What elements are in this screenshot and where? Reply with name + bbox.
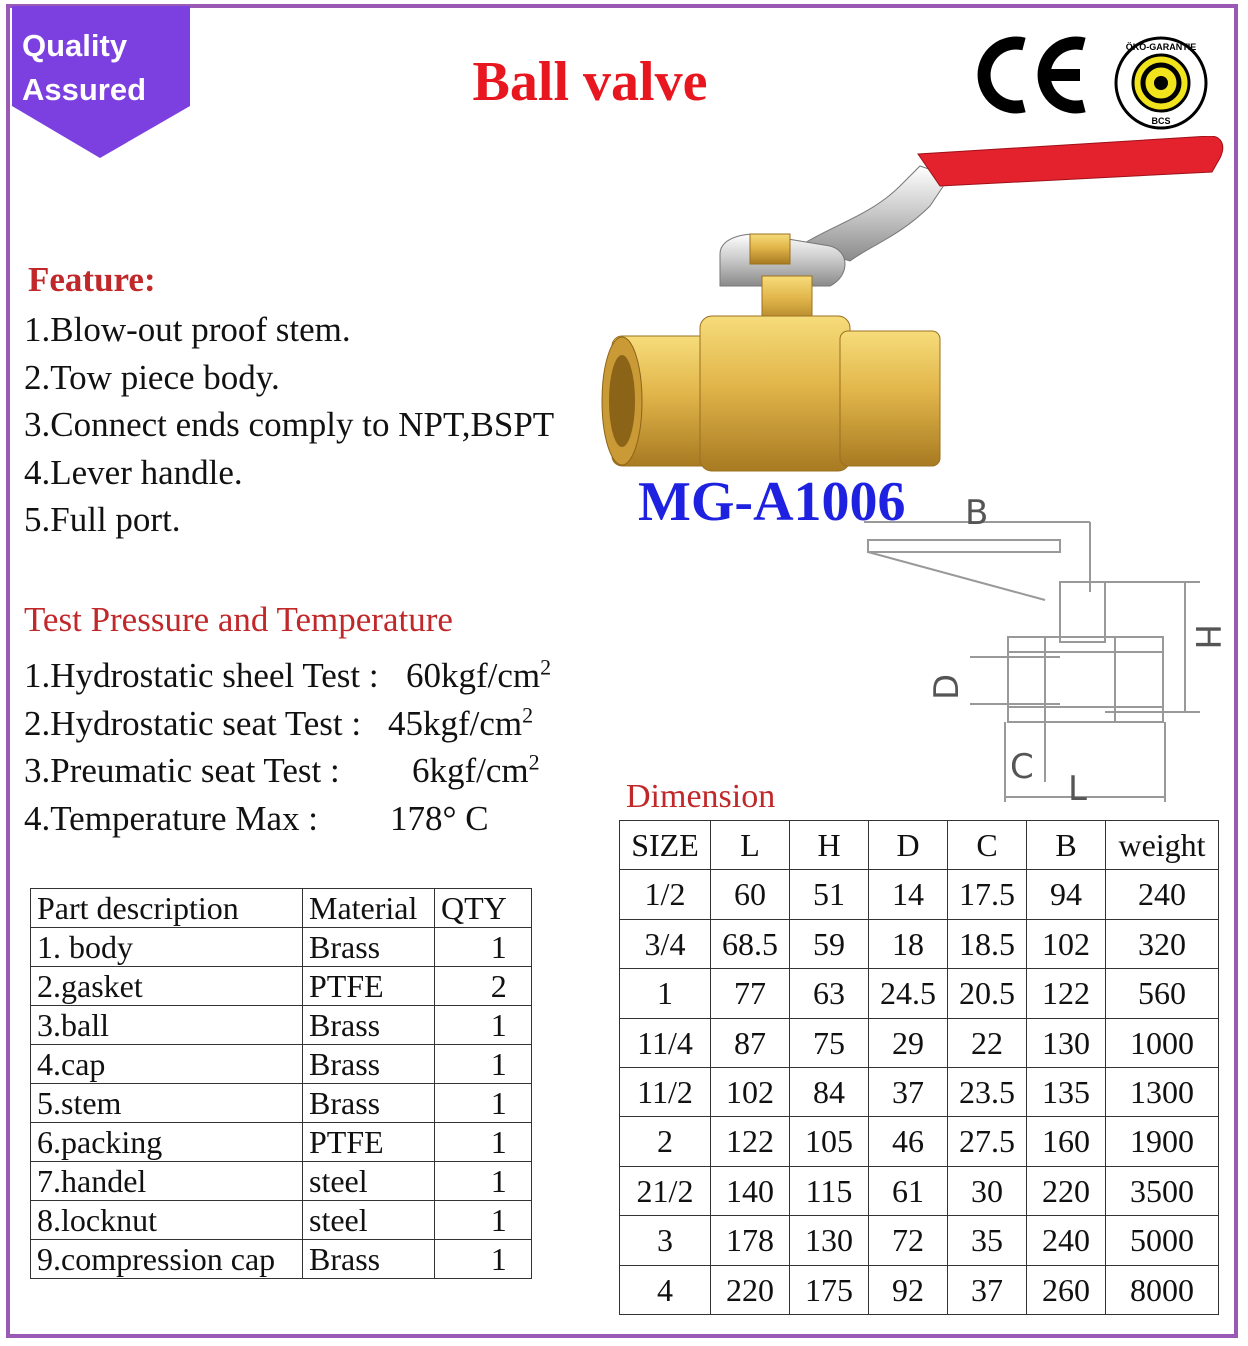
dimension-cell: 11/4 (620, 1018, 711, 1067)
dimension-header-cell: D (869, 821, 948, 870)
dimension-cell: 102 (1027, 919, 1106, 968)
parts-cell: 1 (435, 928, 532, 967)
dimension-cell: 8000 (1106, 1265, 1219, 1314)
test-title: Test Pressure and Temperature (24, 600, 453, 639)
parts-cell: 2 (435, 967, 532, 1006)
dimension-cell: 59 (790, 919, 869, 968)
feature-title: Feature: (28, 260, 156, 299)
dimension-cell: 37 (948, 1265, 1027, 1314)
dimension-cell: 68.5 (711, 919, 790, 968)
parts-row (31, 1123, 532, 1162)
dimension-cell: 3500 (1106, 1166, 1219, 1215)
oko-garantie-seal-icon (1114, 36, 1208, 130)
badge-line-1: Quality (22, 28, 128, 63)
parts-cell: 1 (435, 1162, 532, 1201)
parts-cell: steel (303, 1162, 435, 1201)
dimension-row (620, 1166, 1219, 1215)
parts-cell: Brass (303, 1084, 435, 1123)
parts-cell: Brass (303, 1240, 435, 1279)
dimension-cell: 22 (948, 1018, 1027, 1067)
label-b: B (965, 493, 989, 533)
parts-cell: Brass (303, 928, 435, 967)
dimension-cell: 1/2 (620, 870, 711, 919)
dimension-cell: 92 (869, 1265, 948, 1314)
test-item (24, 795, 551, 843)
test-item (24, 700, 551, 748)
label-l: L (1068, 769, 1087, 809)
label-h: H (1187, 624, 1227, 650)
parts-row (31, 928, 532, 967)
dimension-cell: 61 (869, 1166, 948, 1215)
dimension-row (620, 1265, 1219, 1314)
feature-item: 3.Connect ends comply to NPT,BSPT (24, 405, 555, 444)
parts-header-cell: Material (303, 889, 435, 928)
parts-cell: steel (303, 1201, 435, 1240)
ce-mark-icon (972, 30, 1092, 120)
test-label: 1.Hydrostatic sheel Test : (24, 656, 379, 695)
dimension-cell: 30 (948, 1166, 1027, 1215)
dimension-cell: 23.5 (948, 1068, 1027, 1117)
parts-cell: 1 (435, 1084, 532, 1123)
dimension-cell: 220 (1027, 1166, 1106, 1215)
dimension-header-cell: SIZE (620, 821, 711, 870)
feature-list (24, 306, 554, 544)
parts-header-cell: Part description (31, 889, 303, 928)
dimension-cell: 27.5 (948, 1117, 1027, 1166)
dimension-cell: 102 (711, 1068, 790, 1117)
dimension-cell: 160 (1027, 1117, 1106, 1166)
parts-cell: 6.packing (31, 1123, 303, 1162)
dimension-cell: 130 (1027, 1018, 1106, 1067)
parts-row (31, 1006, 532, 1045)
parts-cell: 2.gasket (31, 967, 303, 1006)
dimension-cell: 17.5 (948, 870, 1027, 919)
parts-cell: PTFE (303, 1123, 435, 1162)
parts-cell: 8.locknut (31, 1201, 303, 1240)
label-c: C (1010, 747, 1034, 787)
dimension-header-cell: H (790, 821, 869, 870)
dimension-header-cell: B (1027, 821, 1106, 870)
dimension-cell: 115 (790, 1166, 869, 1215)
test-value: 178° C (390, 798, 489, 838)
dimension-cell: 11/2 (620, 1068, 711, 1117)
dimension-cell: 77 (711, 969, 790, 1018)
dimension-cell: 175 (790, 1265, 869, 1314)
dimension-header-cell: weight (1106, 821, 1219, 870)
parts-cell: 1 (435, 1240, 532, 1279)
ball-valve-photo (600, 136, 1230, 476)
badge-line-2: Assured (22, 72, 147, 107)
parts-row (31, 1240, 532, 1279)
dimension-cell: 4 (620, 1265, 711, 1314)
dimension-cell: 140 (711, 1166, 790, 1215)
dimension-cell: 220 (711, 1265, 790, 1314)
dimension-cell: 46 (869, 1117, 948, 1166)
dimension-cell: 20.5 (948, 969, 1027, 1018)
dimension-table (619, 820, 1219, 1315)
dimension-cell: 1000 (1106, 1018, 1219, 1067)
dimension-cell: 135 (1027, 1068, 1106, 1117)
dimension-cell: 14 (869, 870, 948, 919)
feature-item: 4.Lever handle. (24, 452, 243, 492)
dimension-row (620, 1216, 1219, 1265)
valve-dimension-drawing (860, 482, 1230, 812)
dimension-row (620, 919, 1219, 968)
parts-row (31, 967, 532, 1006)
dimension-header-row (620, 821, 1219, 870)
dimension-cell: 2 (620, 1117, 711, 1166)
test-value: $45kgf/cm^2$ (388, 701, 534, 743)
parts-cell: Brass (303, 1045, 435, 1084)
dimension-cell: 84 (790, 1068, 869, 1117)
dimension-header-cell: L (711, 821, 790, 870)
dimension-cell: 240 (1027, 1216, 1106, 1265)
test-label: 2.Hydrostatic seat Test : (24, 703, 362, 743)
dimension-cell: 21/2 (620, 1166, 711, 1215)
dimension-cell: 51 (790, 870, 869, 919)
dimension-cell: 240 (1106, 870, 1219, 919)
dimension-cell: 24.5 (869, 969, 948, 1018)
dimension-cell: 260 (1027, 1265, 1106, 1314)
test-value: $60kgf/cm^2$ (406, 654, 552, 695)
dimension-cell: 178 (711, 1216, 790, 1265)
parts-cell: 5.stem (31, 1084, 303, 1123)
dimension-cell: 320 (1106, 919, 1219, 968)
parts-row (31, 1084, 532, 1123)
parts-cell: PTFE (303, 967, 435, 1006)
dimension-row (620, 1018, 1219, 1067)
parts-row (31, 1162, 532, 1201)
dimension-row (620, 870, 1219, 919)
test-item (24, 652, 551, 700)
dimension-cell: 75 (790, 1018, 869, 1067)
dimension-cell: 122 (711, 1117, 790, 1166)
dimension-row (620, 969, 1219, 1018)
dimension-cell: 29 (869, 1018, 948, 1067)
test-label: 4.Temperature Max : (24, 798, 318, 838)
page-title: Ball valve (472, 51, 708, 113)
dimension-cell: 60 (711, 870, 790, 919)
dimension-title: Dimension (626, 778, 776, 815)
test-value: $6kgf/cm^2$ (412, 749, 540, 790)
quality-assured-badge (8, 6, 188, 156)
parts-header-row (31, 889, 532, 928)
dimension-cell: 18 (869, 919, 948, 968)
parts-cell: 1. body (31, 928, 303, 967)
dimension-cell: 1 (620, 969, 711, 1018)
dimension-cell: 1900 (1106, 1117, 1219, 1166)
label-d: D (927, 673, 967, 700)
dimension-cell: 130 (790, 1216, 869, 1265)
test-list (24, 652, 551, 842)
dimension-cell: 3/4 (620, 919, 711, 968)
parts-cell: 1 (435, 1201, 532, 1240)
dimension-cell: 87 (711, 1018, 790, 1067)
feature-item: 1.Blow-out proof stem. (24, 310, 351, 349)
parts-cell: 1 (435, 1123, 532, 1162)
test-item (24, 747, 551, 795)
parts-cell: 9.compression cap (31, 1240, 303, 1279)
model-number: MG-A1006 (638, 471, 906, 533)
parts-row (31, 1201, 532, 1240)
dimension-cell: 122 (1027, 969, 1106, 1018)
dimension-cell: 63 (790, 969, 869, 1018)
parts-cell: 3.ball (31, 1006, 303, 1045)
dimension-cell: 3 (620, 1216, 711, 1265)
parts-cell: 7.handel (31, 1162, 303, 1201)
dimension-cell: 1300 (1106, 1068, 1219, 1117)
dimension-cell: 5000 (1106, 1216, 1219, 1265)
dimension-cell: 37 (869, 1068, 948, 1117)
parts-header-cell: QTY (435, 889, 532, 928)
dimension-cell: 18.5 (948, 919, 1027, 968)
dimension-cell: 560 (1106, 969, 1219, 1018)
parts-cell: 4.cap (31, 1045, 303, 1084)
feature-item: 5.Full port. (24, 500, 181, 539)
dimension-row (620, 1117, 1219, 1166)
seal-top-text: ÖKO-GARANTIE (1125, 42, 1197, 52)
test-label: 3.Preumatic seat Test : (24, 751, 340, 790)
parts-table (30, 888, 532, 1279)
parts-row (31, 1045, 532, 1084)
parts-cell: Brass (303, 1006, 435, 1045)
dimension-cell: 94 (1027, 870, 1106, 919)
dimension-cell: 35 (948, 1216, 1027, 1265)
feature-item: 2.Tow piece body. (24, 357, 280, 397)
dimension-header-cell: C (948, 821, 1027, 870)
dimension-cell: 72 (869, 1216, 948, 1265)
parts-cell: 1 (435, 1006, 532, 1045)
dimension-cell: 105 (790, 1117, 869, 1166)
dimension-row (620, 1068, 1219, 1117)
parts-cell: 1 (435, 1045, 532, 1084)
seal-bottom-text: BCS (1151, 116, 1171, 126)
